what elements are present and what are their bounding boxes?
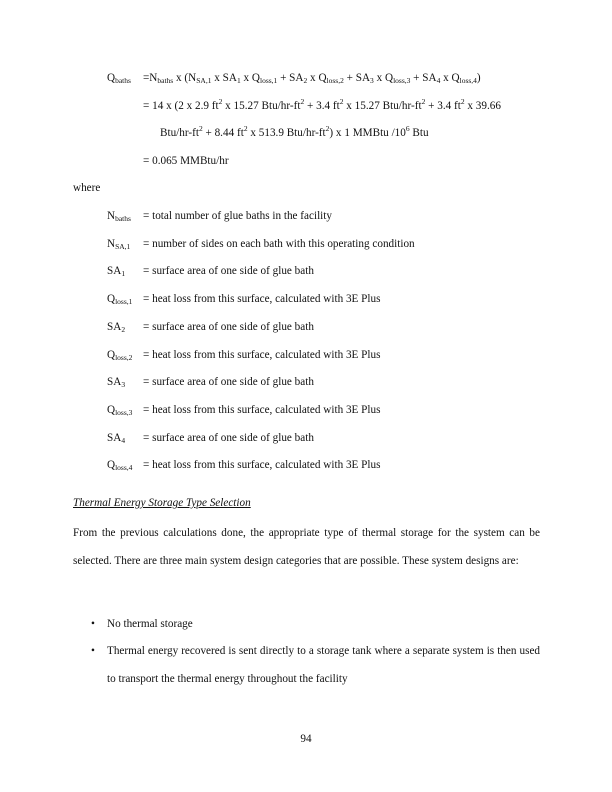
equation-result: = 0.065 MMBtu/hr bbox=[143, 155, 229, 167]
variable-symbol: $SA_2$ bbox=[107, 320, 126, 334]
variable-symbol: $Q_{loss,2}$ bbox=[107, 348, 133, 362]
variable-symbol: $Q_{loss,1}$ bbox=[107, 293, 133, 307]
variable-definition: = surface area of one side of glue bath bbox=[143, 320, 314, 333]
where-label: where bbox=[73, 182, 101, 194]
page-number: 94 bbox=[300, 733, 312, 745]
variable-symbol: $Q_{loss,3}$ bbox=[107, 403, 133, 417]
variable-symbol: $SA_3$ bbox=[107, 376, 126, 390]
section-heading: Thermal Energy Storage Type Selection bbox=[73, 497, 251, 509]
variable-definition: = surface area of one side of glue bath bbox=[143, 431, 314, 444]
bullet-icon: • bbox=[91, 645, 95, 657]
body-paragraph: From the previous calculations done, the appropriate type of thermal storage for the system can be selected. There are three main system design categories that are possible. These system designs are: bbox=[73, 527, 540, 567]
bullet-icon: • bbox=[91, 618, 95, 630]
bullet-item: Thermal energy recovered is sent directly to a storage tank where a separate system is then used to transport the thermal energy throughout the facility bbox=[107, 645, 540, 685]
variable-symbol: $SA_4$ bbox=[107, 431, 126, 445]
equation-lhs: $Q_{baths}$ bbox=[107, 72, 131, 85]
variable-definition: = heat loss from this surface, calculated with 3E Plus bbox=[143, 293, 381, 306]
variable-definition: = surface area of one side of glue bath bbox=[143, 376, 314, 389]
bullet-item: No thermal storage bbox=[107, 618, 193, 630]
equation-line-3: Btu/$hr-ft^2 + 8.44$ $ft^2$ x 513.9 Btu/$hr-ft^2$) x 1 MMBtu $/10^6$ Btu bbox=[160, 124, 429, 139]
variable-symbol: $N_{SA,1}$ bbox=[107, 237, 131, 251]
variable-definition: = surface area of one side of glue bath bbox=[143, 265, 314, 278]
variable-symbol: $N_{baths}$ bbox=[107, 210, 131, 223]
equation-line-1: $=N_{baths}$ x ($N_{SA,1}$ x $SA_1$ x $Q_{loss,1} + SA_2$ x $Q_{loss,2} + SA_3$ x $Q_{loss,3} + SA_4$ x $Q_{loss,4}$) bbox=[143, 72, 481, 85]
variable-symbol: $SA_1$ bbox=[107, 265, 126, 279]
variable-definition: = heat loss from this surface, calculated with 3E Plus bbox=[143, 459, 381, 472]
variable-definition: = number of sides on each bath with this operating condition bbox=[143, 237, 415, 250]
variable-definition: = heat loss from this surface, calculated with 3E Plus bbox=[143, 403, 381, 416]
equation-line-2: = 14 x (2 x 2.9 $ft^2$ x 15.27 Btu/$hr-ft^2 + 3.4$ $ft^2$ x 15.27 Btu/$hr-ft^2 + 3.4$ $ft^2$ x 39.66 bbox=[143, 97, 501, 112]
variable-symbol: $Q_{loss,4}$ bbox=[107, 459, 133, 473]
variable-definition: = total number of glue baths in the facility bbox=[143, 210, 332, 222]
variable-definition: = heat loss from this surface, calculated with 3E Plus bbox=[143, 348, 381, 361]
